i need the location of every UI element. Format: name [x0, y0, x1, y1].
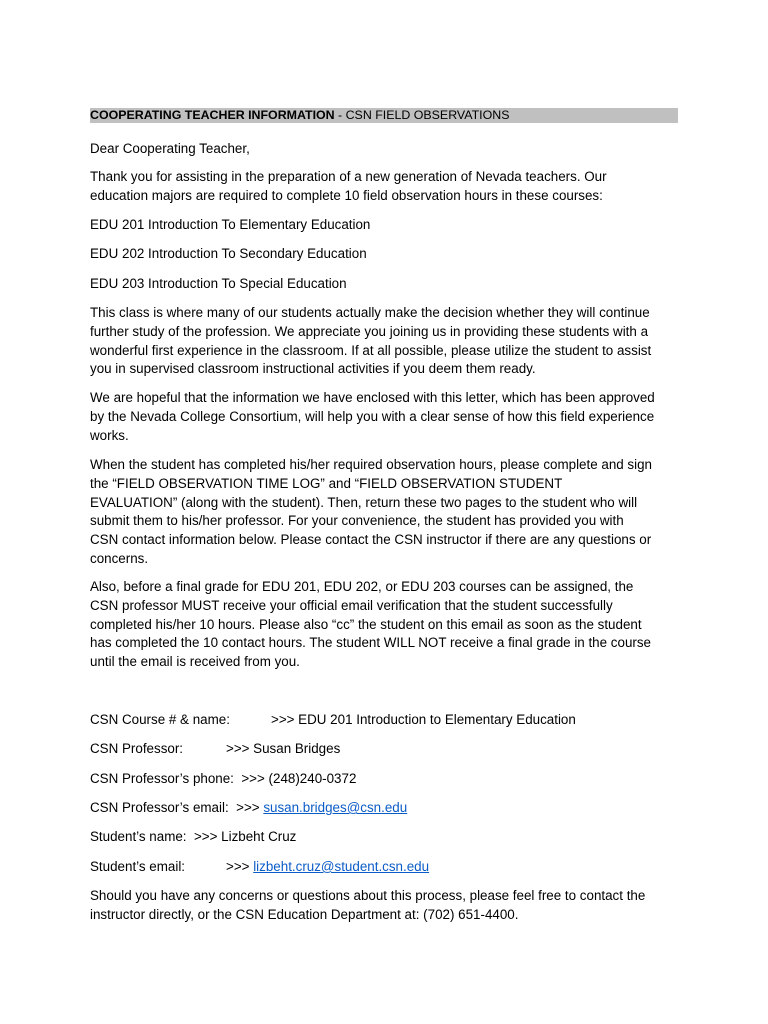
course-label: CSN Course # & name: — [90, 712, 230, 727]
professor-email-link[interactable]: susan.bridges@csn.edu — [263, 800, 408, 815]
student-email-link[interactable]: lizbeht.cruz@student.csn.edu — [253, 859, 430, 874]
closing-paragraph — [90, 887, 680, 925]
text-line: Should you have any concerns or questions about this process, please feel free to contact the — [90, 888, 646, 903]
completed-paragraph — [90, 456, 680, 569]
course-info-row — [90, 711, 576, 730]
text-line: you in supervised classroom instructional activities if you deem them ready. — [90, 361, 536, 377]
heading-rest: - CSN FIELD OBSERVATIONS — [334, 108, 510, 122]
greeting: Dear Cooperating Teacher, — [90, 141, 250, 156]
intro-paragraph — [90, 168, 680, 206]
text-line: Also, before a final grade for EDU 201, EDU 202, or EDU 203 courses can be assigned, the — [90, 579, 634, 594]
grade-paragraph — [90, 578, 680, 672]
text-line: works. — [90, 427, 129, 443]
text-line: further study of the profession. We appreciate you joining us in providing these students with a — [90, 323, 649, 339]
class-paragraph — [90, 304, 680, 379]
text-line: EVALUATION” (along with the student). Then, return these two pages to the student who will — [90, 494, 638, 510]
professor-value: >>> Susan Bridges — [226, 741, 341, 756]
phone-value: >>> (248)240-0372 — [241, 771, 357, 786]
student-email-row — [90, 858, 430, 877]
student-email-label: Student’s email: — [90, 859, 186, 874]
hopeful-paragraph — [90, 389, 680, 445]
text-line: submit them to his/her professor. For your convenience, the student has provided you with — [90, 513, 624, 529]
text-line: concerns. — [90, 550, 149, 566]
text-line: CSN professor MUST receive your official email verification that the student successfully — [90, 597, 613, 613]
professor-email-label: CSN Professor’s email: — [90, 800, 229, 815]
text-line: by the Nevada College Consortium, will help you with a clear sense of how this field experience — [90, 408, 655, 424]
student-email-prefix: >>> — [226, 859, 250, 874]
text-line: We are hopeful that the information we have enclosed with this letter, which has been approved — [90, 390, 655, 405]
section-heading — [90, 108, 678, 123]
professor-info-row — [90, 740, 341, 759]
text-line: completed his/her 10 hours. Please also “cc” the student on this email as soon as the student — [90, 616, 642, 632]
text-line: instructor directly, or the CSN Education Department at: (702) 651-4400. — [90, 906, 519, 922]
heading-bold: COOPERATING TEACHER INFORMATION — [90, 108, 335, 122]
text-line: has completed the 10 contact hours. The student WILL NOT receive a final grade in the course — [90, 635, 651, 651]
phone-label: CSN Professor’s phone: — [90, 771, 234, 786]
professor-email-prefix: >>> — [236, 800, 260, 815]
text-line: This class is where many of our students actually make the decision whether they will continue — [90, 305, 650, 320]
text-line: CSN contact information below. Please contact the CSN instructor if there are any questions or — [90, 532, 652, 548]
text-line: wonderful first experience in the classroom. If at all possible, please utilize the student to assist — [90, 342, 652, 358]
text-line: When the student has completed his/her required observation hours, please complete and sign — [90, 457, 653, 472]
course-edu-203: EDU 203 Introduction To Special Education — [90, 276, 347, 291]
text-line: education majors are required to complete 10 field observation hours in these courses: — [90, 187, 603, 203]
phone-info-row — [90, 770, 356, 789]
professor-email-row — [90, 799, 407, 818]
professor-label: CSN Professor: — [90, 741, 184, 756]
student-name-label: Student’s name: — [90, 829, 187, 844]
course-edu-202: EDU 202 Introduction To Secondary Education — [90, 246, 367, 261]
student-email-value — [226, 858, 429, 877]
course-edu-201: EDU 201 Introduction To Elementary Education — [90, 217, 371, 232]
text-line: until the email is received from you. — [90, 654, 300, 670]
student-name-value: >>> Lizbeht Cruz — [193, 829, 297, 844]
text-line: Thank you for assisting in the preparation of a new generation of Nevada teachers. Our — [90, 169, 607, 184]
course-value: >>> EDU 201 Introduction to Elementary Education — [271, 712, 576, 727]
student-name-row — [90, 828, 296, 847]
text-line: the “FIELD OBSERVATION TIME LOG” and “FIELD OBSERVATION STUDENT — [90, 475, 563, 491]
